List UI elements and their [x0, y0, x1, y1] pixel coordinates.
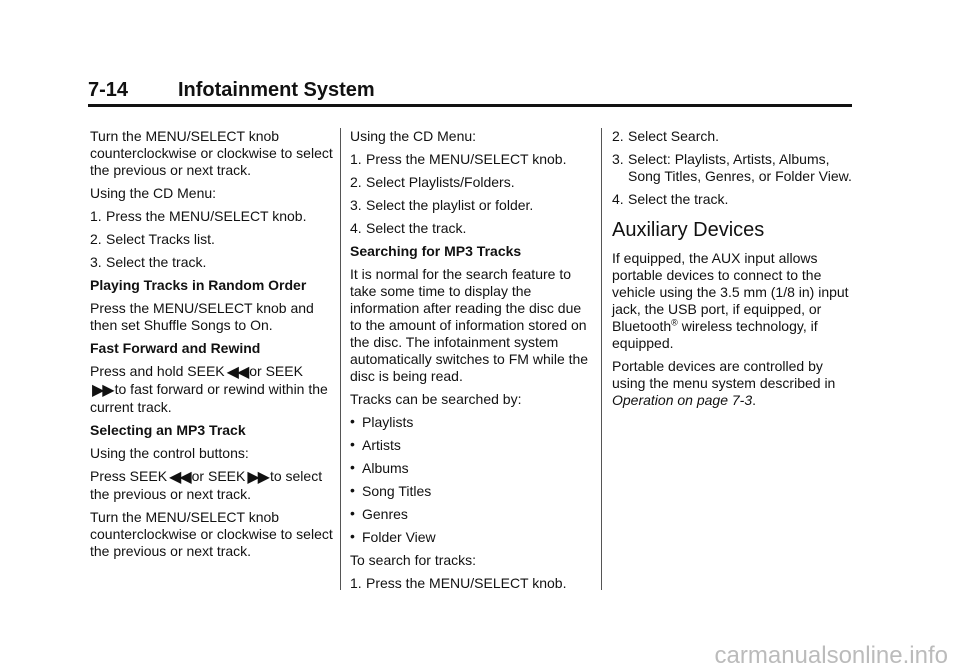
- step-number: 1.: [350, 575, 362, 591]
- column-divider: [601, 128, 602, 590]
- step-item: 1. Press the MENU/SELECT knob.: [350, 151, 567, 167]
- header-title: [88, 78, 852, 102]
- column-2: [350, 128, 595, 598]
- subheading: Selecting an MP3 Track: [90, 422, 246, 438]
- step-number: 3.: [350, 197, 362, 213]
- paragraph: It is normal for the search feature to take some time to display the information after reading the disc due to the amount of information stored on the disc. The infotainment system automatically switches to FM while the disc is being read.: [350, 266, 589, 384]
- step-item: 3. Select the track.: [90, 254, 207, 270]
- subheading: Playing Tracks in Random Order: [90, 277, 307, 293]
- step-number: 2.: [350, 174, 362, 190]
- bullet-item: • Genres: [350, 505, 408, 522]
- step-item: 1. Press the MENU/SELECT knob.: [90, 208, 307, 224]
- paragraph: To search for tracks:: [350, 552, 477, 568]
- seek-forward-icon: ▶▶: [92, 382, 113, 399]
- step-item: 2. Select Search.: [612, 128, 720, 144]
- subheading: Searching for MP3 Tracks: [350, 243, 522, 259]
- step-number: 1.: [350, 151, 362, 167]
- paragraph: Tracks can be searched by:: [350, 391, 522, 407]
- seek-back-icon: ◀◀: [226, 364, 248, 381]
- step-number: 3.: [90, 254, 102, 270]
- seek-forward-icon: ▶▶: [247, 469, 268, 486]
- header-rule: [88, 104, 852, 107]
- page-header: [88, 78, 852, 102]
- step-item: 2. Select Playlists/Folders.: [350, 174, 515, 190]
- step-number: 4.: [612, 191, 624, 207]
- seek-back-icon: ◀◀: [169, 469, 190, 486]
- page-number: 7-14: [88, 79, 129, 101]
- column-divider: [340, 128, 341, 590]
- step-number: 2.: [612, 128, 624, 144]
- step-item: 1. Press the MENU/SELECT knob.: [350, 575, 567, 591]
- step-number: 3.: [612, 151, 624, 167]
- paragraph: Press SEEK ◀◀ or SEEK ▶▶ to select the previous or next track.: [90, 468, 323, 502]
- paragraph: Using the control buttons:: [90, 445, 249, 461]
- step-number: 4.: [350, 220, 362, 236]
- step-item: 4. Select the track.: [350, 220, 467, 236]
- bullet-item: • Artists: [350, 436, 401, 453]
- step-item: 4. Select the track.: [612, 191, 729, 207]
- paragraph: Press and hold SEEK ◀◀ or SEEK ▶▶ to fast forward or rewind within the current track.: [90, 363, 328, 415]
- paragraph: If equipped, the AUX input allows portable devices to connect to the vehicle using the 3.5 mm (1/8 in) input jack, the USB port, if equipped, or Bluetooth® wireless technology, if equipped.: [612, 250, 849, 351]
- column-1: [90, 128, 335, 566]
- bullet-icon: •: [350, 482, 355, 498]
- bullet-item: • Song Titles: [350, 482, 432, 499]
- bullet-item: • Folder View: [350, 528, 436, 545]
- column-3: [612, 128, 857, 415]
- step-item: 2. Select Tracks list.: [90, 231, 215, 247]
- paragraph: Turn the MENU/SELECT knob counterclockwise or clockwise to select the previous or next track.: [90, 509, 333, 559]
- step-number: 2.: [90, 231, 102, 247]
- watermark: carmanualsonline.info: [714, 642, 948, 669]
- step-item: 3. Select the playlist or folder.: [350, 197, 534, 213]
- step-item: 3. Select: Playlists, Artists, Albums, Song Titles, Genres, or Folder View.: [612, 151, 852, 184]
- section-title: Infotainment System: [178, 79, 375, 101]
- bullet-icon: •: [350, 459, 355, 475]
- bullet-icon: •: [350, 505, 355, 521]
- paragraph: Using the CD Menu:: [90, 185, 217, 201]
- bullet-icon: •: [350, 413, 355, 429]
- page-reference-link[interactable]: Operation on page 7-3: [612, 392, 753, 408]
- step-number: 1.: [90, 208, 102, 224]
- bullet-icon: •: [350, 528, 355, 544]
- bullet-item: • Playlists: [350, 413, 414, 430]
- paragraph: Press the MENU/SELECT knob and then set Shuffle Songs to On.: [90, 300, 314, 333]
- section-heading: Auxiliary Devices: [612, 219, 765, 241]
- bullet-icon: •: [350, 436, 355, 452]
- paragraph: Portable devices are controlled by using the menu system described in Operation on page 7-3.: [612, 358, 836, 408]
- paragraph: Using the CD Menu:: [350, 128, 477, 144]
- bullet-item: • Albums: [350, 459, 409, 476]
- paragraph: Turn the MENU/SELECT knob counterclockwise or clockwise to select the previous or next track.: [90, 128, 333, 178]
- subheading: Fast Forward and Rewind: [90, 340, 261, 356]
- registered-mark: ®: [671, 317, 678, 328]
